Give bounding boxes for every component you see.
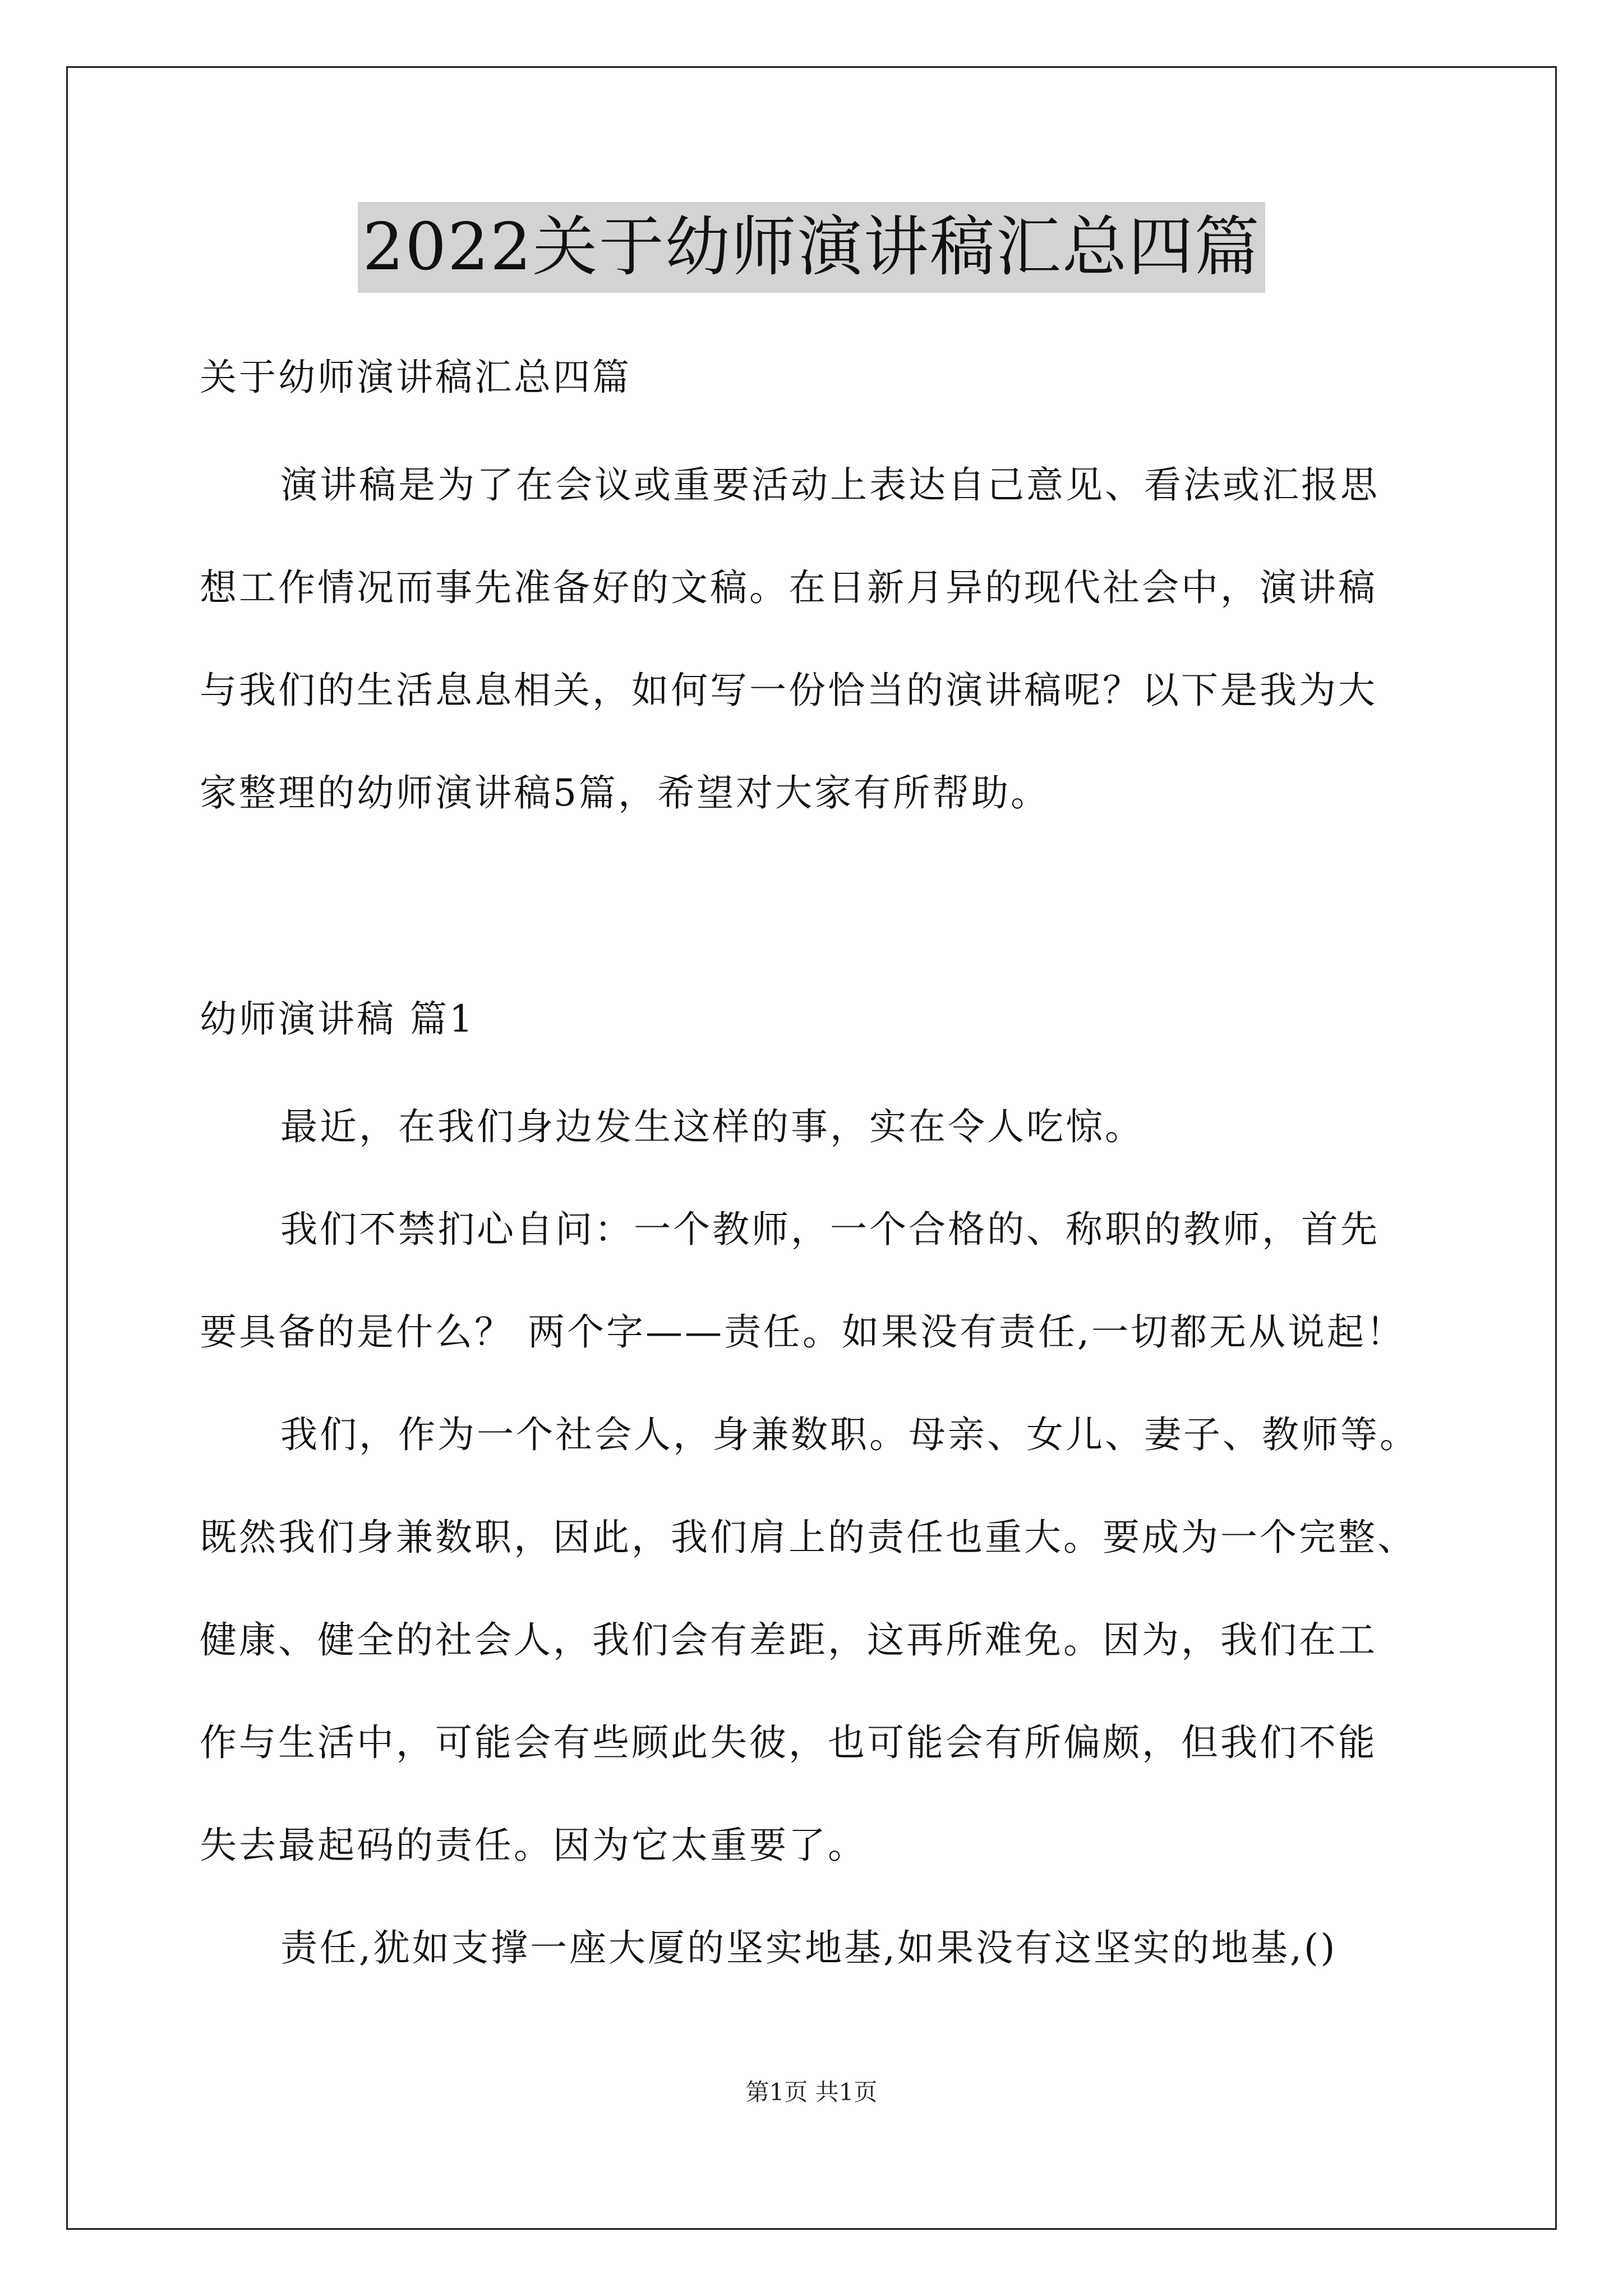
intro-line: 与我们的生活息息相关，如何写一份恰当的演讲稿呢？以下是我为大: [200, 669, 1377, 712]
body-line: 要具备的是什么？ 两个字——责任。如果没有责任,一切都无从说起！: [200, 1310, 1405, 1354]
body-line: 我们不禁扪心自问：一个教师，一个合格的、称职的教师，首先: [280, 1208, 1380, 1251]
section-heading: 幼师演讲稿 篇1: [200, 997, 475, 1041]
intro-line: 想工作情况而事先准备好的文稿。在日新月异的现代社会中，演讲稿: [200, 566, 1377, 609]
body-line: 作与生活中，可能会有些顾此失彼，也可能会有所偏颇，但我们不能: [200, 1721, 1377, 1764]
title-container: [0, 202, 1623, 293]
body-line: 最近，在我们身边发生这样的事，实在令人吃惊。: [280, 1105, 1144, 1148]
intro-line: 家整理的幼师演讲稿5篇，希望对大家有所帮助。: [200, 771, 1050, 815]
body-line: 失去最起码的责任。因为它太重要了。: [200, 1824, 867, 1867]
body-line: 健康、健全的社会人，我们会有差距，这再所难免。因为，我们在工: [200, 1618, 1377, 1662]
body-line: 我们，作为一个社会人，身兼数职。母亲、女儿、妻子、教师等。: [280, 1413, 1419, 1456]
intro-line: 演讲稿是为了在会议或重要活动上表达自己意见、看法或汇报思: [280, 463, 1380, 507]
document-subtitle: 关于幼师演讲稿汇总四篇: [200, 356, 631, 399]
page-footer: 第1页 共1页: [745, 2078, 878, 2106]
body-line: 既然我们身兼数职，因此，我们肩上的责任也重大。要成为一个完整、: [200, 1516, 1417, 1559]
document-title: 2022关于幼师演讲稿汇总四篇: [358, 202, 1265, 293]
body-line: 责任,犹如支撑一座大厦的坚实地基,如果没有这坚实的地基,(): [280, 1926, 1338, 1970]
